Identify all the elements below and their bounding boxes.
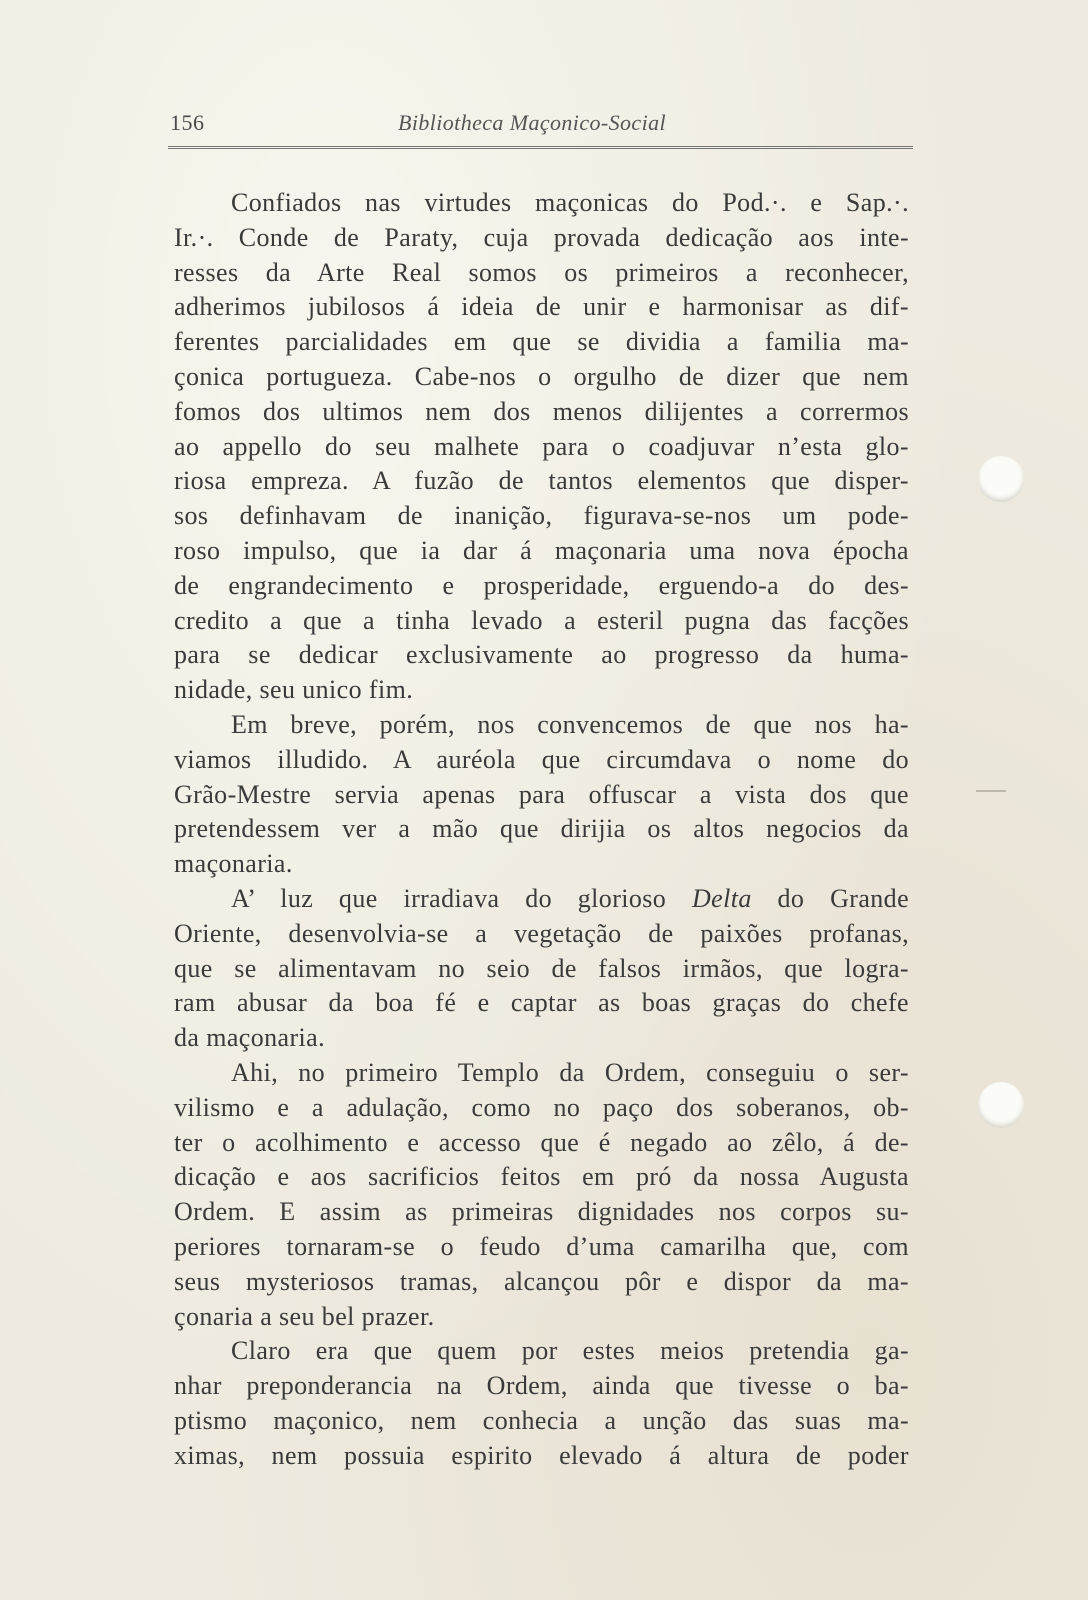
text-line: ptismo maçonico, nem conhecia a unção das suas ma- xyxy=(174,1405,909,1435)
text-line: riosa empreza. A fuzão de tantos elementos que disper- xyxy=(174,466,909,496)
text-line: ram abusar da boa fé e captar as boas graças do chefe xyxy=(174,988,909,1018)
text-line: Confiados nas virtudes maçonicas do Pod.·. e Sap.·. xyxy=(231,188,909,217)
text-line: ter o acolhimento e accesso que é negado ao zêlo, á de- xyxy=(174,1127,909,1157)
text-line: dicação e aos sacrificios feitos em pró da nossa Augusta xyxy=(174,1162,909,1192)
header-rule xyxy=(168,146,913,149)
text-line: ao appello do seu malhete para o coadjuvar n’esta glo- xyxy=(174,431,909,461)
text-line: Claro era que quem por estes meios pretendia ga- xyxy=(231,1336,909,1366)
text-line: Ordem. E assim as primeiras dignidades nos corpos su- xyxy=(174,1197,909,1227)
running-header xyxy=(170,106,912,140)
punch-hole-mark xyxy=(978,1082,1024,1128)
text-line: viamos illudido. A auréola que circumdava o nome do xyxy=(174,744,909,774)
text-line: Em breve, porém, nos convencemos de que nos ha- xyxy=(231,709,909,739)
paragraph xyxy=(174,1334,909,1473)
text-line: de engrandecimento e prosperidade, erguendo-a do des- xyxy=(174,570,909,600)
text-line: çonaria a seu bel prazer. xyxy=(174,1301,435,1331)
text-line: resses da Arte Real somos os primeiros a reconhecer, xyxy=(174,257,909,287)
text-line: seus mysteriosos tramas, alcançou pôr e dispor da ma- xyxy=(174,1266,909,1296)
text-line: adherimos jubilosos á ideia de unir e harmonisar as dif- xyxy=(174,292,909,322)
text-line: Oriente, desenvolvia-se a vegetação de paixões profanas, xyxy=(174,918,909,948)
punch-hole-mark xyxy=(978,456,1024,502)
text-line: fomos dos ultimos nem dos menos dilijentes a corrermos xyxy=(174,396,909,426)
text-segment: A’ luz que irradiava do glorioso xyxy=(231,883,692,913)
running-title: Bibliotheca Maçonico-Social xyxy=(398,110,667,135)
body-text xyxy=(174,186,909,1473)
text-line: que se alimentavam no seio de falsos irmãos, que logra- xyxy=(174,953,909,983)
text-line: pretendessem ver a mão que dirijia os altos negocios da xyxy=(174,814,909,844)
text-line xyxy=(174,882,909,917)
text-line: çonica portugueza. Cabe-nos o orgulho de dizer que nem xyxy=(174,361,909,391)
paragraph xyxy=(174,1056,909,1334)
italic-word: Delta xyxy=(691,883,752,913)
text-line: roso impulso, que ia dar á maçonaria uma nova épocha xyxy=(174,535,909,565)
paragraph xyxy=(174,186,909,708)
text-line: Ahi, no primeiro Templo da Ordem, conseguiu o ser- xyxy=(231,1057,909,1087)
text-line: nidade, seu unico fim. xyxy=(174,675,414,705)
text-line: para se dedicar exclusivamente ao progresso da huma- xyxy=(174,640,909,670)
text-line: vilismo e a adulação, como no paço dos soberanos, ob- xyxy=(174,1092,909,1122)
text-line: periores tornaram-se o feudo d’uma camarilha que, com xyxy=(174,1231,909,1261)
paragraph xyxy=(174,708,909,882)
scan-speck xyxy=(976,790,1006,792)
text-line: credito a que a tinha levado a esteril pugna das facções xyxy=(174,605,909,635)
paragraph xyxy=(174,882,909,1056)
text-line: ximas, nem possuia espirito elevado á altura de poder xyxy=(174,1440,909,1470)
text-line: Ir.·. Conde de Paraty, cuja provada dedicação aos inte- xyxy=(174,222,909,252)
text-line: sos definhavam de inanição, figurava-se-nos um pode- xyxy=(174,501,909,531)
text-line: Grão-Mestre servia apenas para offuscar a vista dos que xyxy=(174,779,909,809)
text-line: da maçonaria. xyxy=(174,1023,326,1053)
text-line: ferentes parcialidades em que se dividia a familia ma- xyxy=(174,327,909,357)
text-line: maçonaria. xyxy=(174,849,293,879)
page-number: 156 xyxy=(170,110,205,135)
text-line: nhar preponderancia na Ordem, ainda que tivesse o ba- xyxy=(174,1371,909,1401)
text-segment: do Grande xyxy=(751,883,909,913)
